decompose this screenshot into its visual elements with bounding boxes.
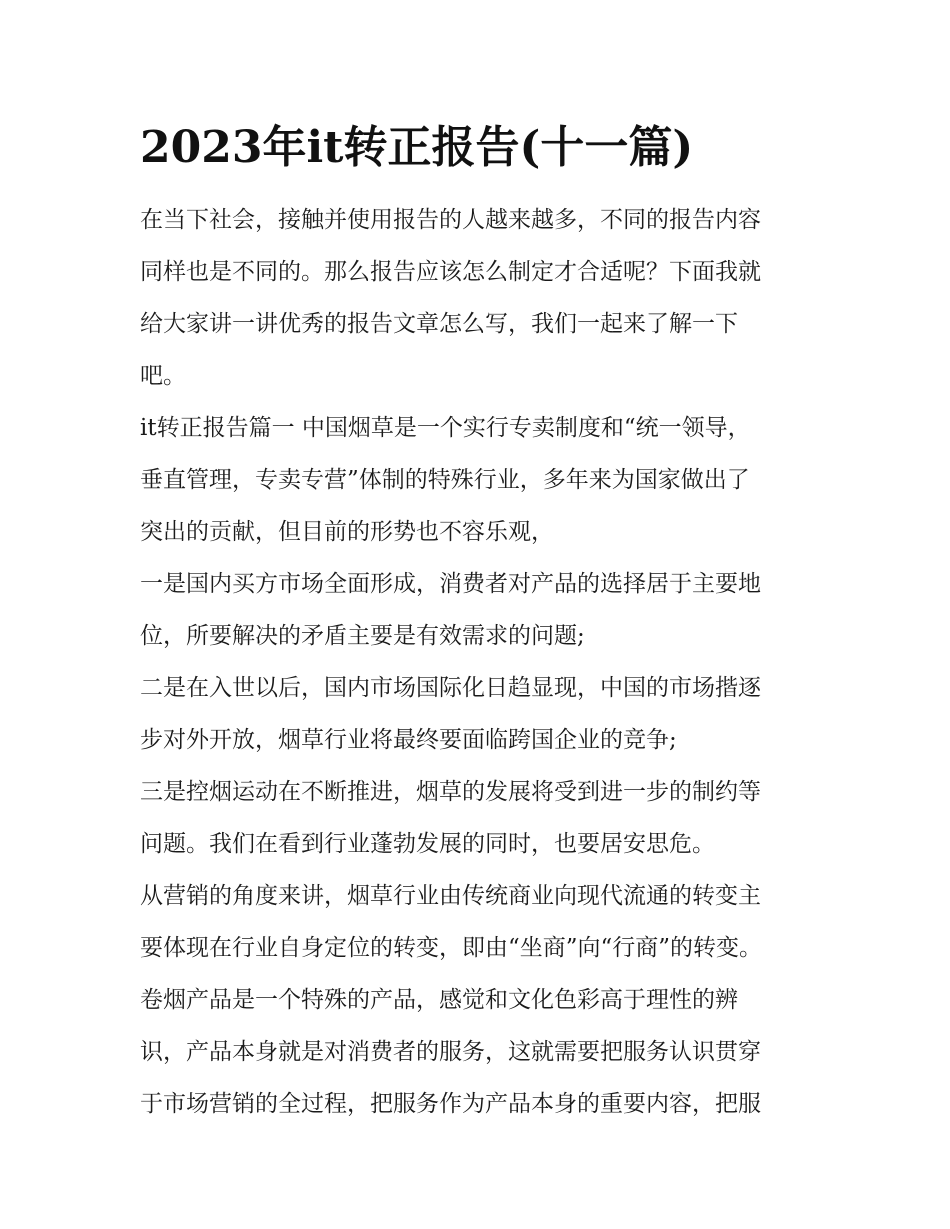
body-line: 步对外开放，烟草行业将最终要面临跨国企业的竞争; <box>140 727 677 753</box>
body-line: 一是国内买方市场全面形成，消费者对产品的选择居于主要地 <box>140 571 761 597</box>
body-line: 识，产品本身就是对消费者的服务，这就需要把服务认识贯穿 <box>140 1039 761 1065</box>
body-line: 位，所要解决的矛盾主要是有效需求的问题; <box>140 623 585 649</box>
body-line: 问题。我们在看到行业蓬勃发展的同时，也要居安思危。 <box>140 831 715 857</box>
body-line: 卷烟产品是一个特殊的产品，感觉和文化色彩高于理性的辨 <box>140 987 738 1013</box>
body-line: 二是在入世以后，国内市场国际化日趋显现，中国的市场揩逐 <box>140 675 761 701</box>
body-line: 突出的贡献，但目前的形势也不容乐观， <box>140 519 554 545</box>
body-line: 垂直管理，专卖专营”体制的特殊行业，多年来为国家做出了 <box>140 467 750 493</box>
page-title: 2023年it转正报告(十一篇) <box>140 122 694 173</box>
body-line: 吧。 <box>140 363 186 389</box>
document-body <box>140 194 816 1130</box>
body-line: 从营销的角度来讲，烟草行业由传统商业向现代流通的转变主 <box>140 883 761 909</box>
body-line: 要体现在行业自身定位的转变，即由“坐商”向“行商”的转变。 <box>140 935 763 961</box>
body-line: 三是控烟运动在不断推进，烟草的发展将受到进一步的制约等 <box>140 779 761 805</box>
body-line: 于市场营销的全过程，把服务作为产品本身的重要内容，把服 <box>140 1091 761 1117</box>
body-line: 在当下社会，接触并使用报告的人越来越多，不同的报告内容 <box>140 207 761 233</box>
body-line: 给大家讲一讲优秀的报告文章怎么写，我们一起来了解一下 <box>140 311 738 337</box>
body-line: 同样也是不同的。那么报告应该怎么制定才合适呢？下面我就 <box>140 259 761 285</box>
body-line: it转正报告篇一 中国烟草是一个实行专卖制度和“统一领导， <box>140 415 751 441</box>
